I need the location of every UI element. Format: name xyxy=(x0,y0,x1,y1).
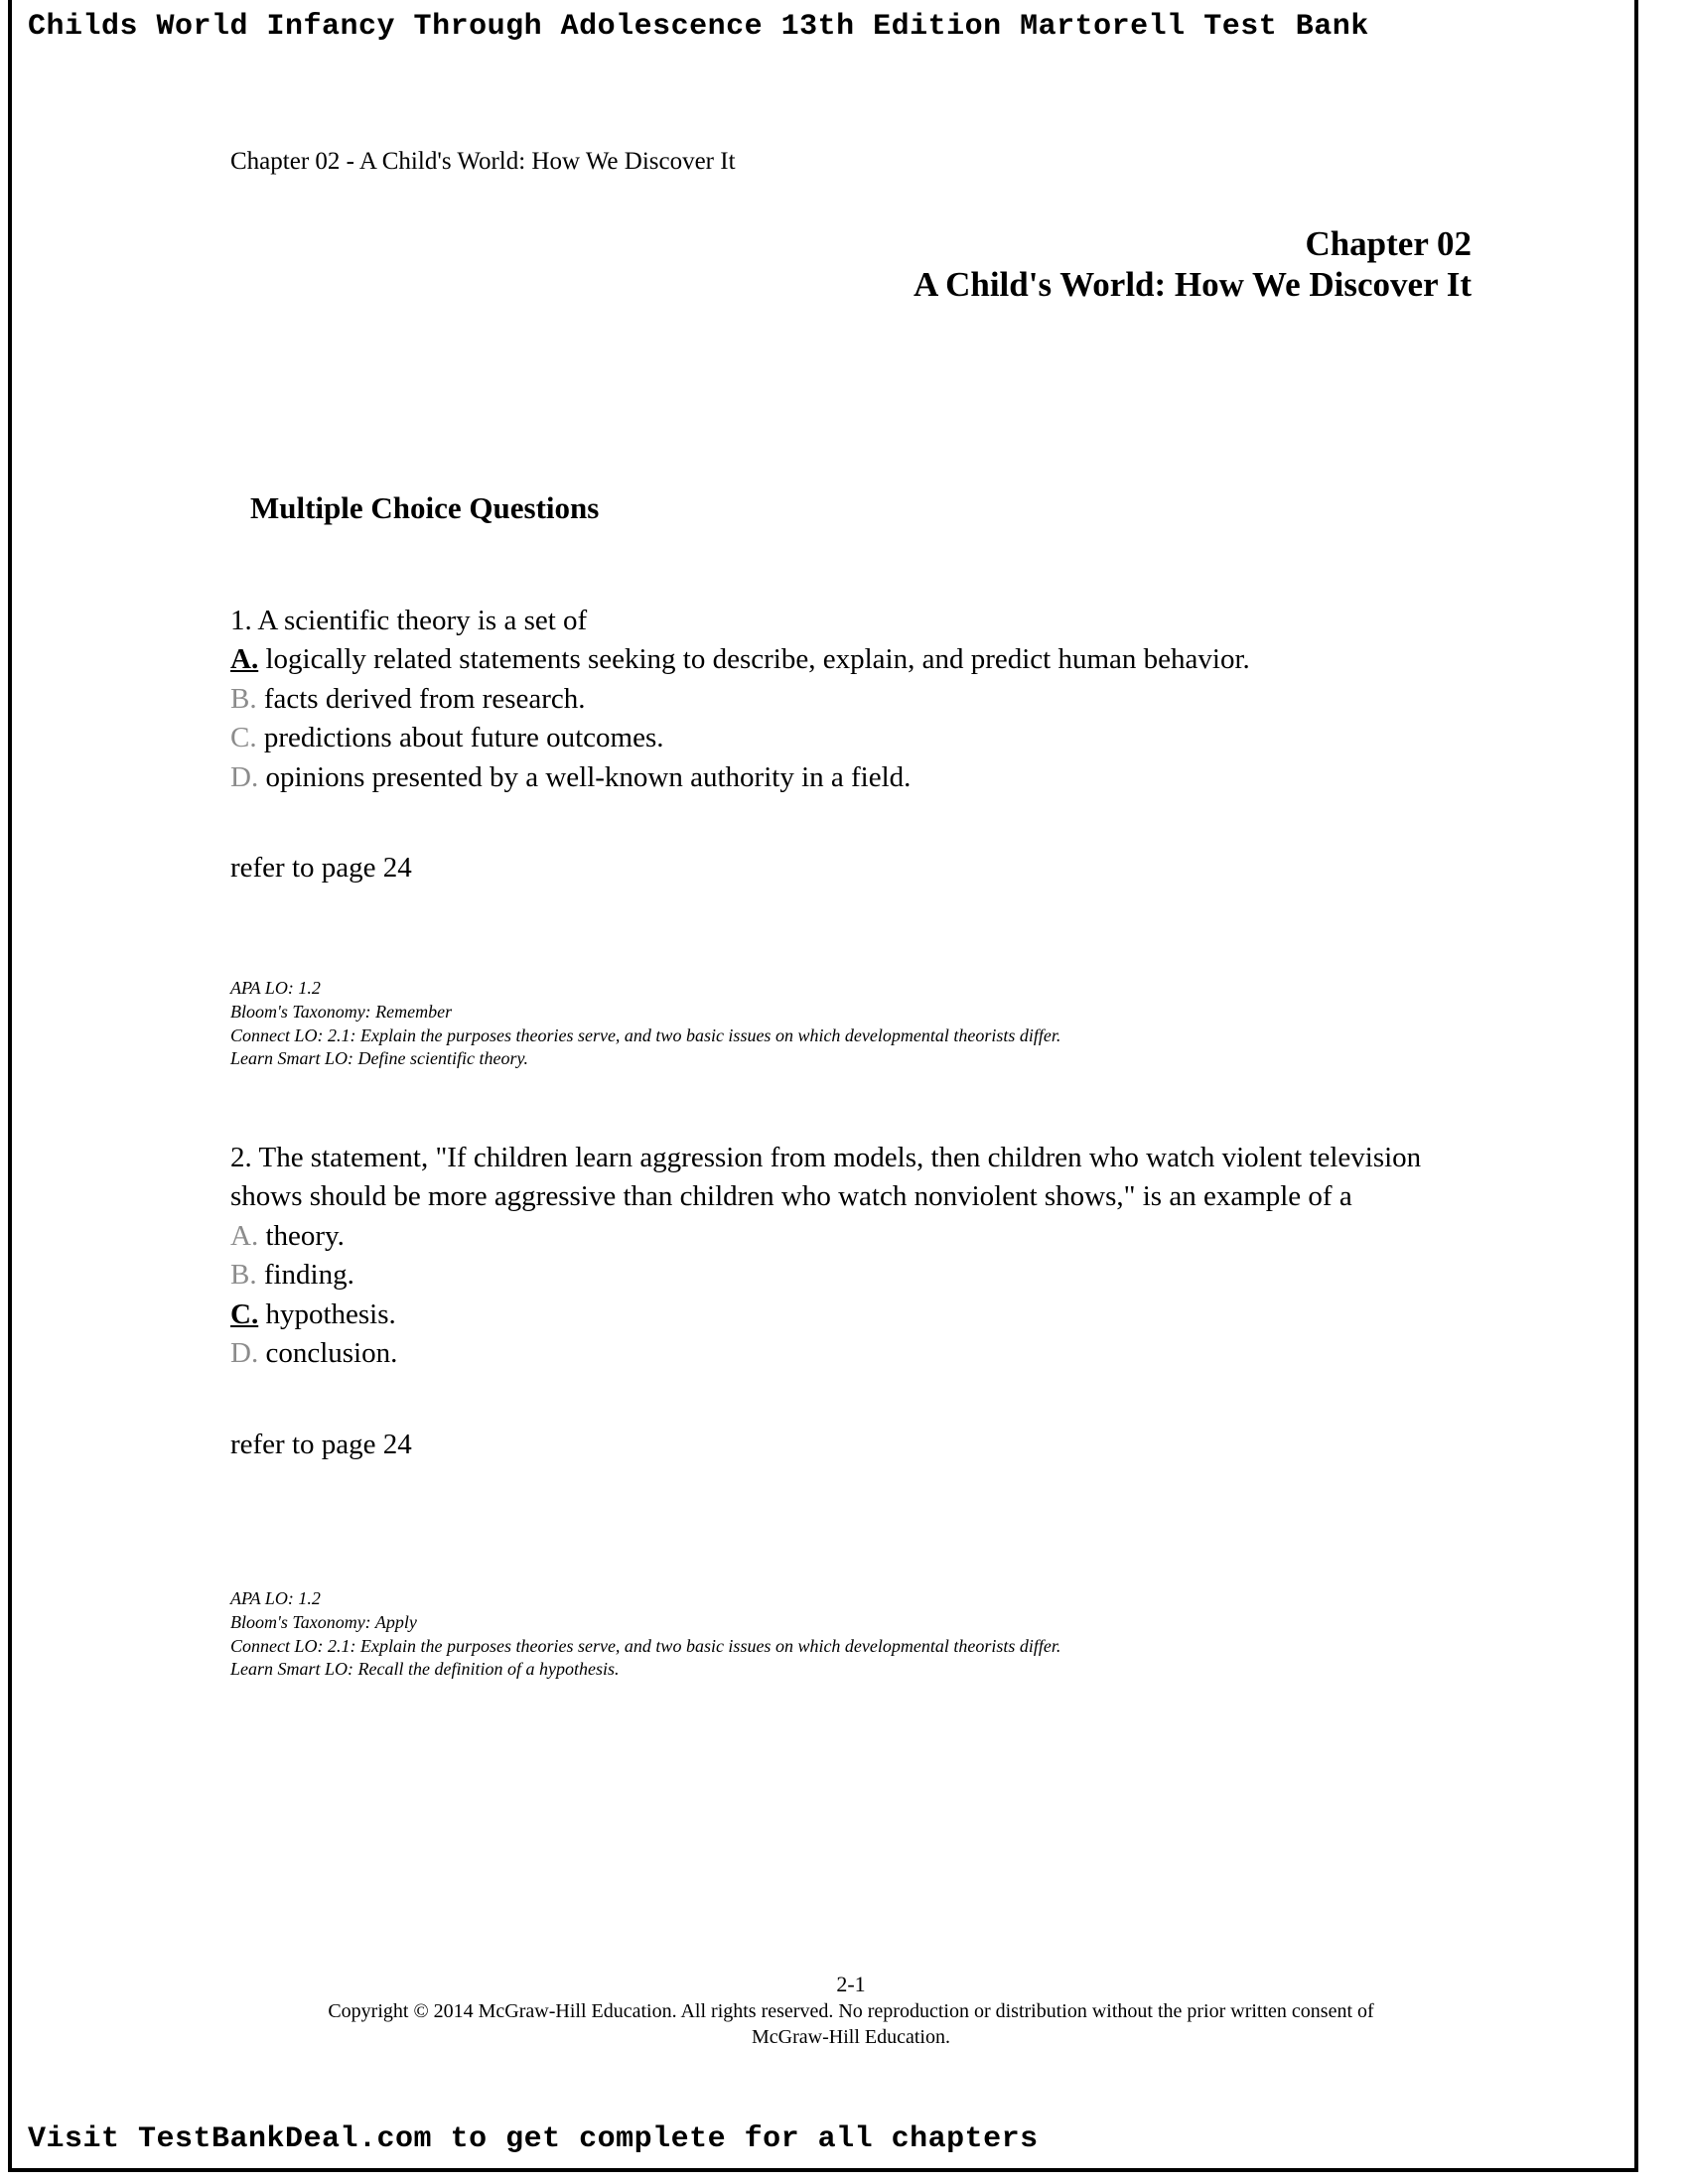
option-letter: B. xyxy=(230,682,257,715)
option-b[interactable] xyxy=(230,680,1472,719)
option-d[interactable] xyxy=(230,1334,1472,1373)
option-text: finding. xyxy=(263,1259,354,1292)
meta-learn-smart-lo: Learn Smart LO: Recall the definition of a hypothesis. xyxy=(230,1659,620,1680)
question-metadata xyxy=(230,1587,1472,1682)
refer-to-page: refer to page 24 xyxy=(230,1428,412,1460)
question-block xyxy=(230,1139,1472,1464)
option-letter: C. xyxy=(230,722,257,754)
copyright-line-2: McGraw-Hill Education. xyxy=(752,2025,950,2048)
copyright-notice xyxy=(230,1998,1472,2050)
option-letter: C. xyxy=(230,1297,259,1330)
meta-blooms-taxonomy: Bloom's Taxonomy: Remember xyxy=(230,1001,453,1022)
bottom-promo-banner: Visit TestBankDeal.com to get complete for all chapters xyxy=(28,2122,1039,2156)
meta-learn-smart-lo: Learn Smart LO: Define scientific theory. xyxy=(230,1048,528,1069)
option-a[interactable] xyxy=(230,1217,1472,1256)
option-letter: D. xyxy=(230,760,259,793)
meta-connect-lo: Connect LO: 2.1: Explain the purposes theories serve, and two basic issues on which developmental theorists differ. xyxy=(230,1024,1061,1045)
refer-to-page: refer to page 24 xyxy=(230,852,412,885)
title-chapter-line: Chapter 02 xyxy=(1305,224,1472,263)
meta-apa-lo: APA LO: 1.2 xyxy=(230,978,321,998)
copyright-line-1: Copyright © 2014 McGraw-Hill Education. All rights reserved. No reproduction or distribution without the prior written consent of xyxy=(328,1999,1374,2022)
page-number: 2-1 xyxy=(836,1972,866,1996)
page-title xyxy=(230,224,1472,306)
question-metadata xyxy=(230,977,1472,1071)
section-heading: Multiple Choice Questions xyxy=(250,490,600,525)
option-text: conclusion. xyxy=(265,1337,398,1370)
meta-blooms-taxonomy: Bloom's Taxonomy: Apply xyxy=(230,1611,417,1632)
option-text: opinions presented by a well-known authority in a field. xyxy=(265,760,912,793)
option-text: facts derived from research. xyxy=(263,682,586,715)
option-letter: A. xyxy=(230,643,259,676)
option-letter: D. xyxy=(230,1337,259,1370)
top-promo-banner: Childs World Infancy Through Adolescence 13th Edition Martorell Test Bank xyxy=(28,10,1369,44)
option-c[interactable] xyxy=(230,719,1472,757)
question-stem: 2. The statement, "If children learn aggression from models, then children who watch violent television shows should be more aggressive than children who watch nonviolent shows," is an example of a xyxy=(230,1142,1422,1213)
option-letter: A. xyxy=(230,1219,259,1252)
page-footer xyxy=(230,1971,1472,2050)
option-list xyxy=(230,640,1472,797)
option-c[interactable] xyxy=(230,1296,1472,1334)
page-border xyxy=(8,0,1638,2172)
meta-connect-lo: Connect LO: 2.1: Explain the purposes theories serve, and two basic issues on which developmental theorists differ. xyxy=(230,1635,1061,1656)
option-letter: B. xyxy=(230,1259,257,1292)
question-block xyxy=(230,602,1472,888)
running-head: Chapter 02 - A Child's World: How We Discover It xyxy=(230,148,736,175)
option-text: hypothesis. xyxy=(265,1297,396,1330)
title-subject-line: A Child's World: How We Discover It xyxy=(914,264,1472,304)
option-a[interactable] xyxy=(230,640,1472,679)
option-d[interactable] xyxy=(230,758,1472,797)
question-stem: 1. A scientific theory is a set of xyxy=(230,605,588,636)
option-list xyxy=(230,1217,1472,1374)
meta-apa-lo: APA LO: 1.2 xyxy=(230,1588,321,1608)
option-text: logically related statements seeking to describe, explain, and predict human behavior. xyxy=(265,643,1250,676)
option-text: theory. xyxy=(265,1219,345,1252)
option-b[interactable] xyxy=(230,1256,1472,1295)
option-text: predictions about future outcomes. xyxy=(263,722,664,754)
